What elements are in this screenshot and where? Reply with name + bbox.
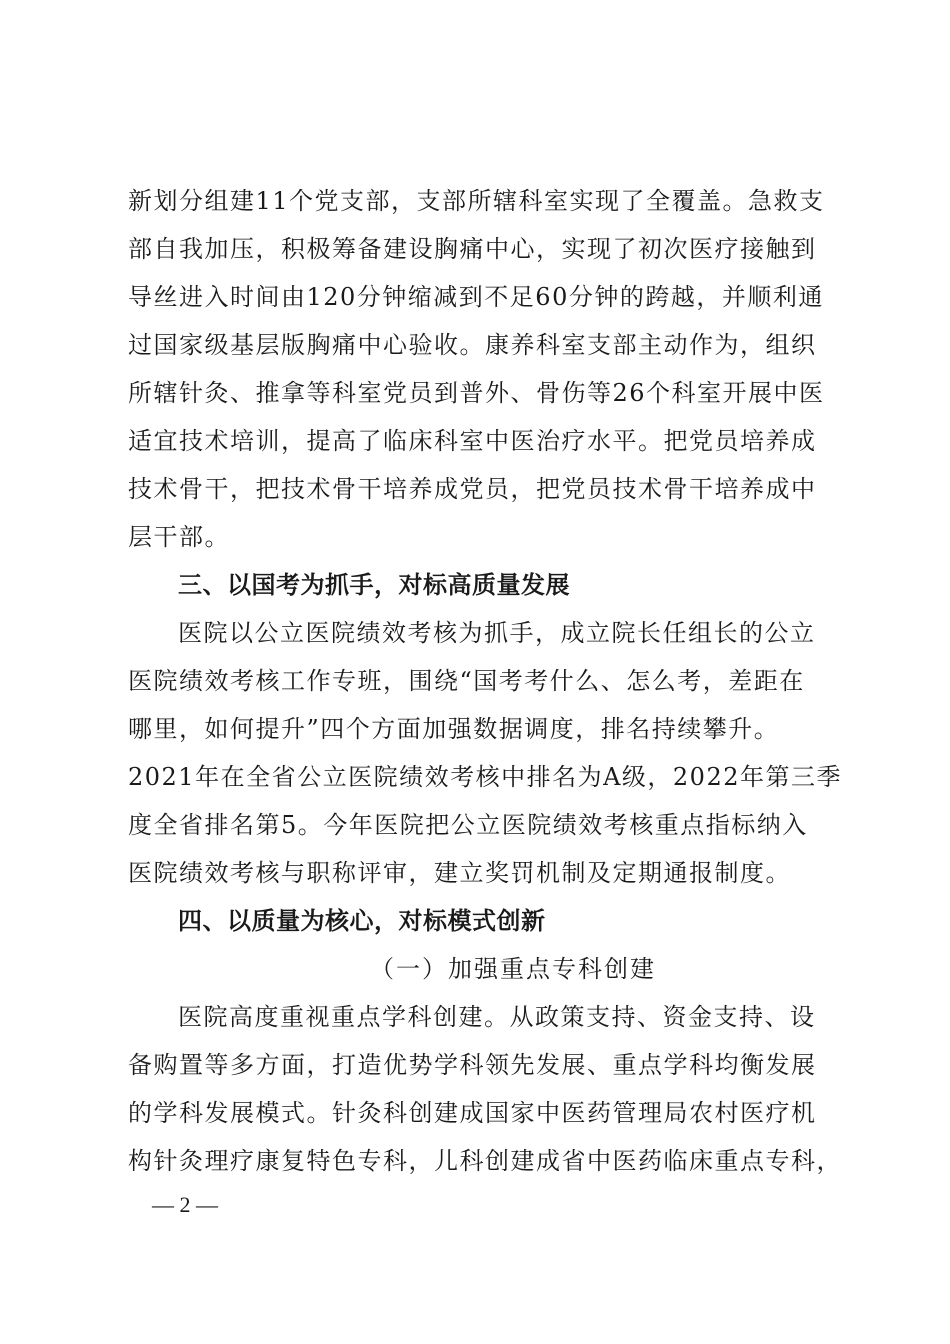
body-line-12: 2021年在全省公立医院绩效考核中排名为A级，2022年第三季 — [128, 763, 842, 791]
section-heading-4: 四、以质量为核心，对标模式创新 — [178, 907, 546, 935]
body-line-14: 医院绩效考核与职称评审，建立奖罚机制及定期通报制度。 — [128, 859, 791, 887]
body-line-3: 导丝进入时间由120分钟缩减到不足60分钟的跨越，并顺利通 — [128, 283, 824, 311]
body-line-16: 备购置等多方面，打造优势学科领先发展、重点学科均衡发展 — [128, 1051, 817, 1079]
body-line-8: 层干部。 — [128, 523, 230, 551]
body-line-17: 的学科发展模式。针灸科创建成国家中医药管理局农村医疗机 — [128, 1099, 817, 1127]
body-line-5: 所辖针灸、推拿等科室党员到普外、骨伤等26个科室开展中医 — [128, 379, 825, 407]
body-line-13: 度全省排名第5。今年医院把公立医院绩效考核重点指标纳入 — [128, 811, 808, 839]
body-line-6: 适宜技术培训，提高了临床科室中医治疗水平。把党员培养成 — [128, 427, 817, 455]
body-line-2: 部自我加压，积极筹备建设胸痛中心，实现了初次医疗接触到 — [128, 235, 817, 263]
body-line-9: 医院以公立医院绩效考核为抓手，成立院长任组长的公立 — [178, 619, 816, 647]
page-number: — 2 — — [152, 1192, 218, 1217]
body-line-10: 医院绩效考核工作专班，围绕“国考考什么、怎么考，差距在 — [128, 667, 805, 695]
body-line-15: 医院高度重视重点学科创建。从政策支持、资金支持、设 — [178, 1003, 816, 1031]
body-line-11: 哪里，如何提升”四个方面加强数据调度，排名持续攀升。 — [128, 715, 780, 743]
body-line-1: 新划分组建11个党支部，支部所辖科室实现了全覆盖。急救支 — [128, 187, 825, 215]
body-line-18: 构针灸理疗康复特色专科，儿科创建成省中医药临床重点专科， — [128, 1147, 842, 1175]
body-line-7: 技术骨干，把技术骨干培养成党员，把党员技术骨干培养成中 — [128, 475, 817, 503]
section-heading-3: 三、以国考为抓手，对标高质量发展 — [178, 571, 570, 599]
subsection-heading-1: （一）加强重点专科创建 — [370, 955, 656, 983]
body-line-4: 过国家级基层版胸痛中心验收。康养科室支部主动作为，组织 — [128, 331, 817, 359]
